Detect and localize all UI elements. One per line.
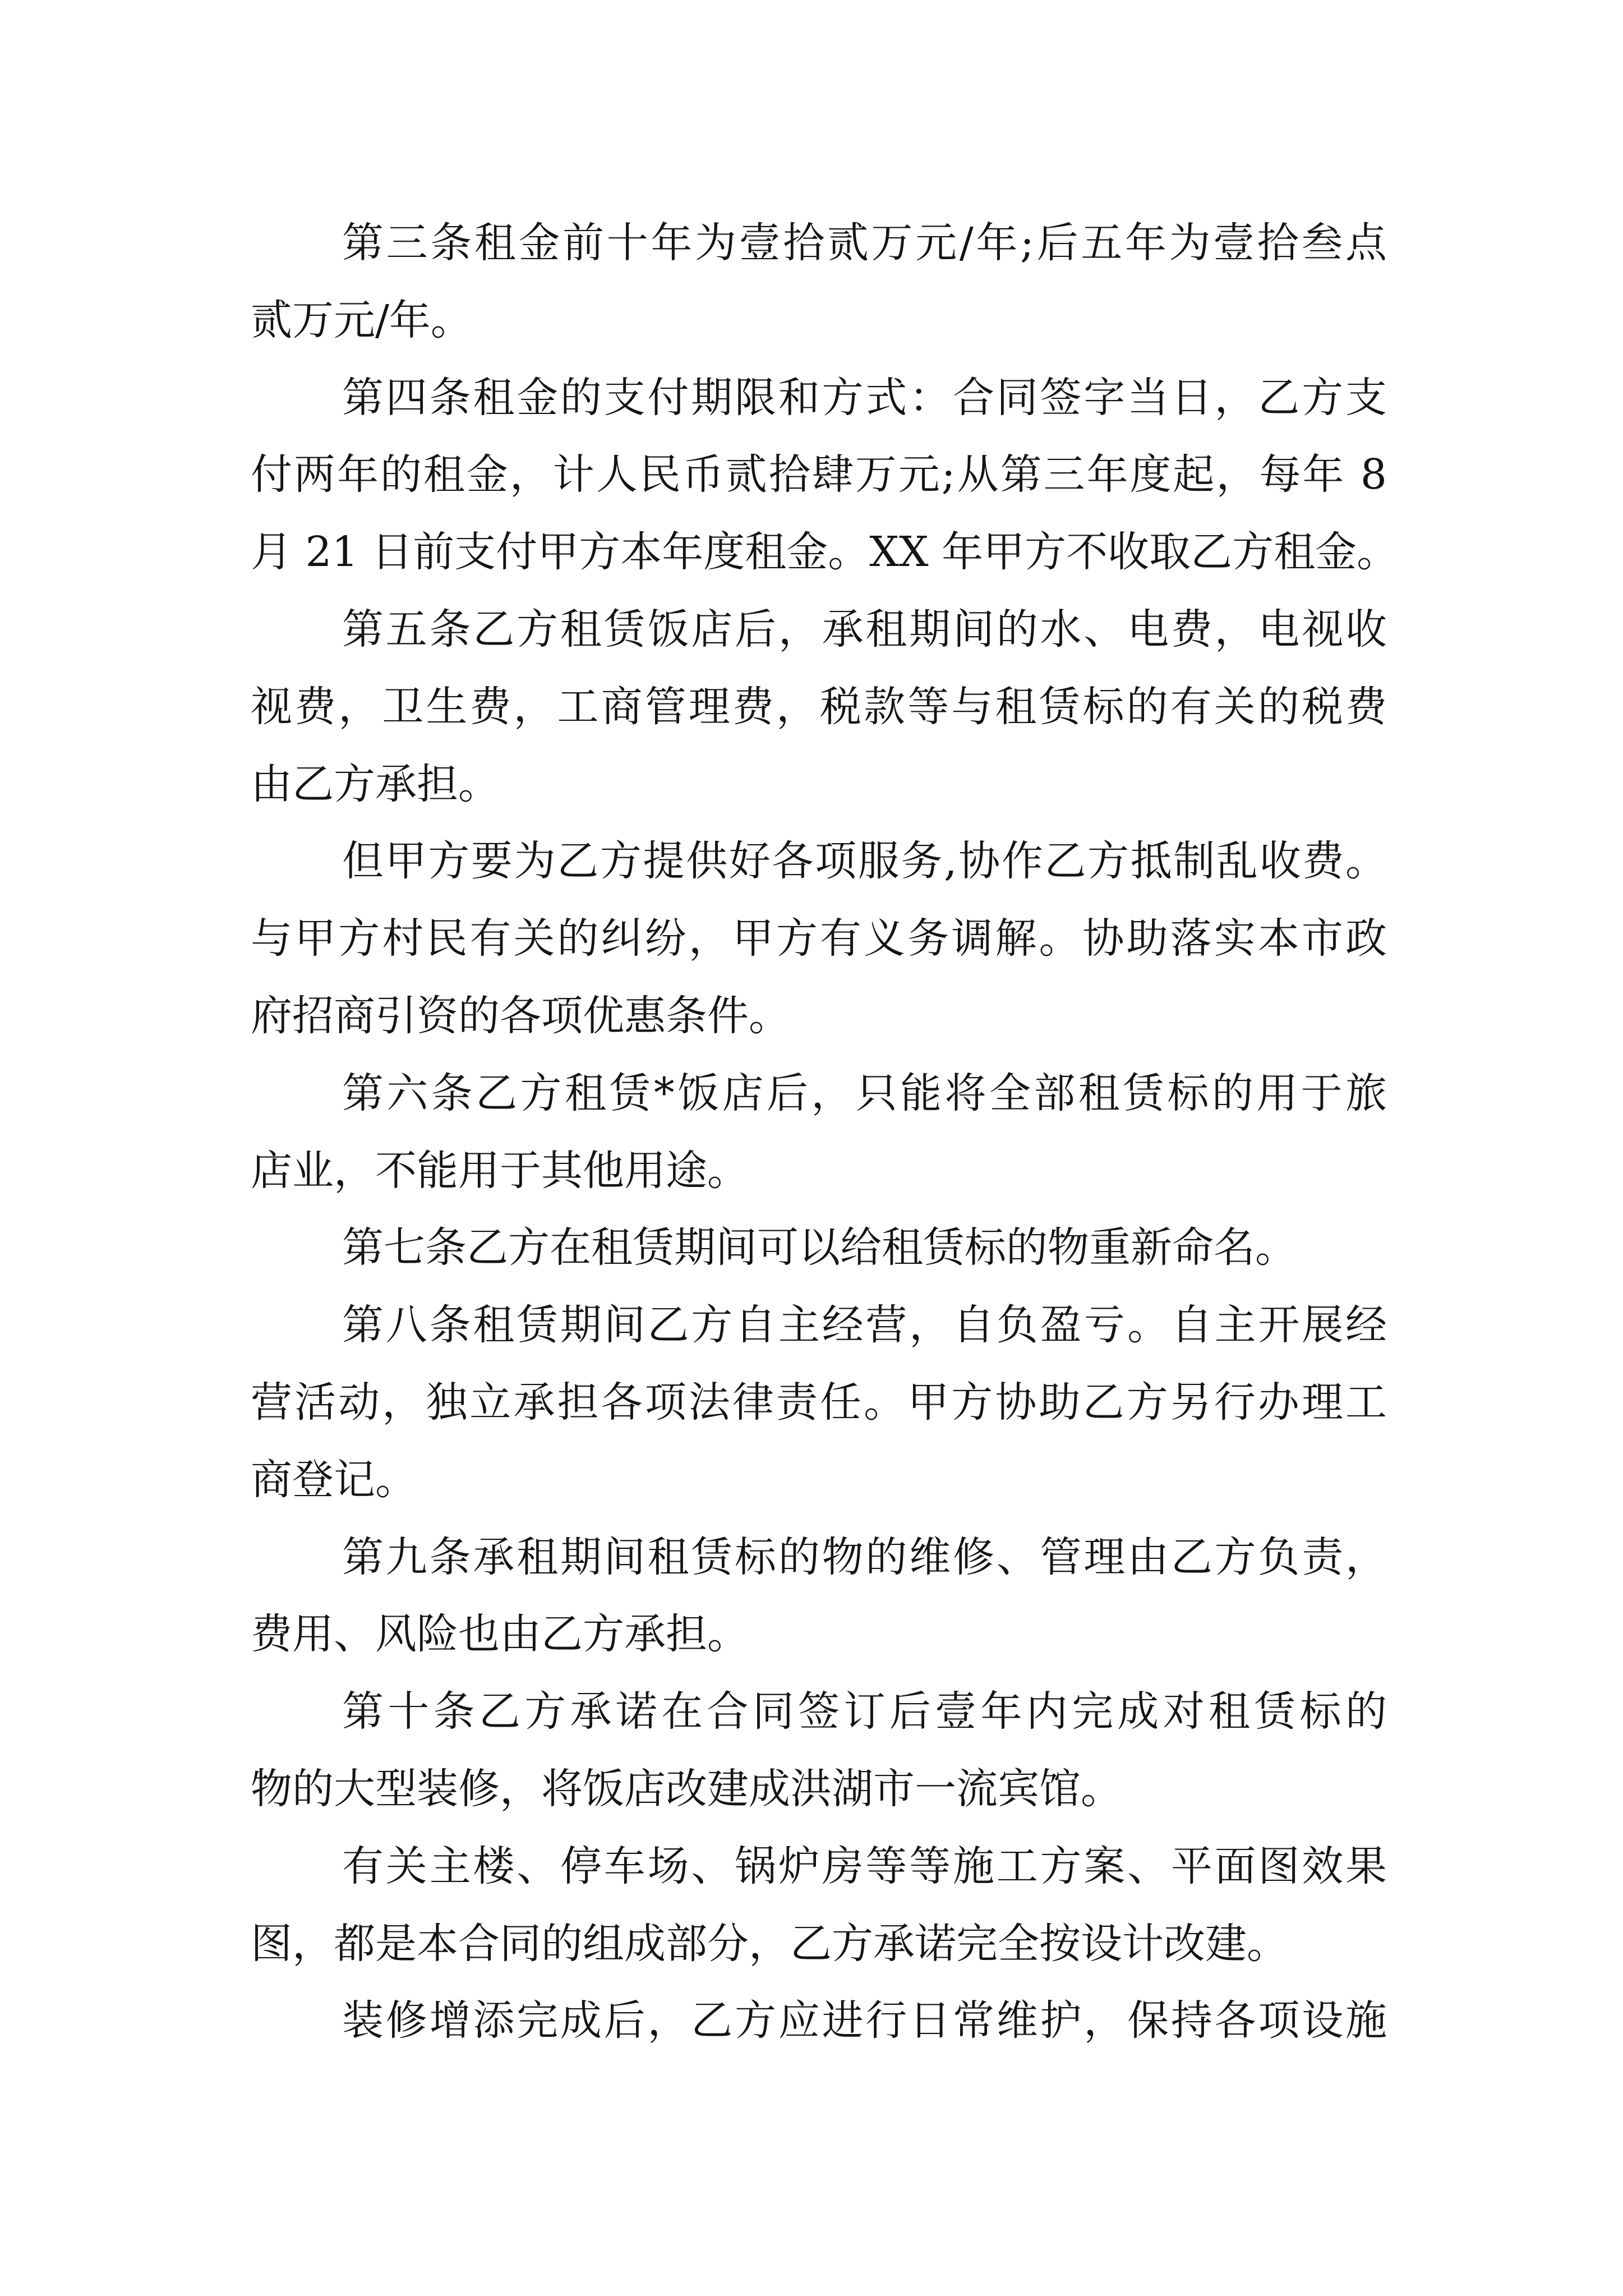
text-line: 第五条乙方租赁饭店后，承租期间的水、电费，电视收: [342, 605, 1387, 654]
text-line: 第七条乙方在租赁期间可以给租赁标的物重新命名。: [342, 1223, 1297, 1272]
paragraph-article-10-plans: [251, 1828, 1387, 1983]
text-line: 但甲方要为乙方提供好各项服务,协作乙方抵制乱收费。: [342, 837, 1387, 886]
text-line: 有关主楼、停车场、锅炉房等等施工方案、平面图效果: [342, 1842, 1387, 1890]
text-line: 第九条承租期间租赁标的物的维修、管理由乙方负责，: [342, 1533, 1387, 1581]
text-line: 与甲方村民有关的纠纷，甲方有义务调解。协助落实本市政: [251, 914, 1387, 963]
text-line: 第四条租金的支付期限和方式：合同签字当日，乙方支: [342, 373, 1387, 422]
paragraph-article-3: [251, 205, 1387, 360]
paragraph-article-9: [251, 1519, 1387, 1674]
text-line: 由乙方承担。: [251, 760, 500, 808]
text-line: 第八条租赁期间乙方自主经营，自负盈亏。自主开展经: [342, 1301, 1387, 1350]
paragraph-article-5: [251, 591, 1387, 823]
text-line: 第十条乙方承诺在合同签订后壹年内完成对租赁标的: [342, 1687, 1387, 1736]
text-line: 营活动，独立承担各项法律责任。甲方协助乙方另行办理工: [251, 1378, 1387, 1427]
text-line: 视费，卫生费，工商管理费，税款等与租赁标的有关的税费: [251, 682, 1387, 731]
document-body: [251, 205, 1399, 2060]
text-line: 商登记。: [251, 1455, 417, 1504]
text-line: 第三条租金前十年为壹拾贰万元/年;后五年为壹拾叁点: [342, 219, 1387, 267]
text-line: 店业，不能用于其他用途。: [251, 1146, 749, 1195]
text-line: 第六条乙方租赁*饭店后，只能将全部租赁标的用于旅: [342, 1069, 1387, 1117]
paragraph-article-10: [251, 1673, 1387, 1828]
paragraph-article-10-maintenance: [251, 1982, 1387, 2060]
text-line: 装修增添完成后，乙方应进行日常维护，保持各项设施: [342, 1996, 1387, 2045]
text-line: 物的大型装修，将饭店改建成洪湖市一流宾馆。: [251, 1764, 1122, 1813]
paragraph-article-5-note: [251, 823, 1387, 1055]
text-line: 付两年的租金，计人民币贰拾肆万元;从第三年度起，每年 8: [251, 450, 1387, 499]
text-line: 费用、风险也由乙方承担。: [251, 1610, 749, 1659]
text-line: 图，都是本合同的组成部分，乙方承诺完全按设计改建。: [251, 1919, 1288, 1968]
paragraph-article-6: [251, 1055, 1387, 1210]
paragraph-article-8: [251, 1287, 1387, 1519]
paragraph-article-4: [251, 360, 1399, 591]
text-line: 贰万元/年。: [251, 296, 472, 344]
text-line: 府招商引资的各项优惠条件。: [251, 991, 790, 1040]
paragraph-article-7: [251, 1209, 1387, 1287]
text-line: 月 21 日前支付甲方本年度租金。XX 年甲方不收取乙方租金。: [251, 528, 1399, 577]
